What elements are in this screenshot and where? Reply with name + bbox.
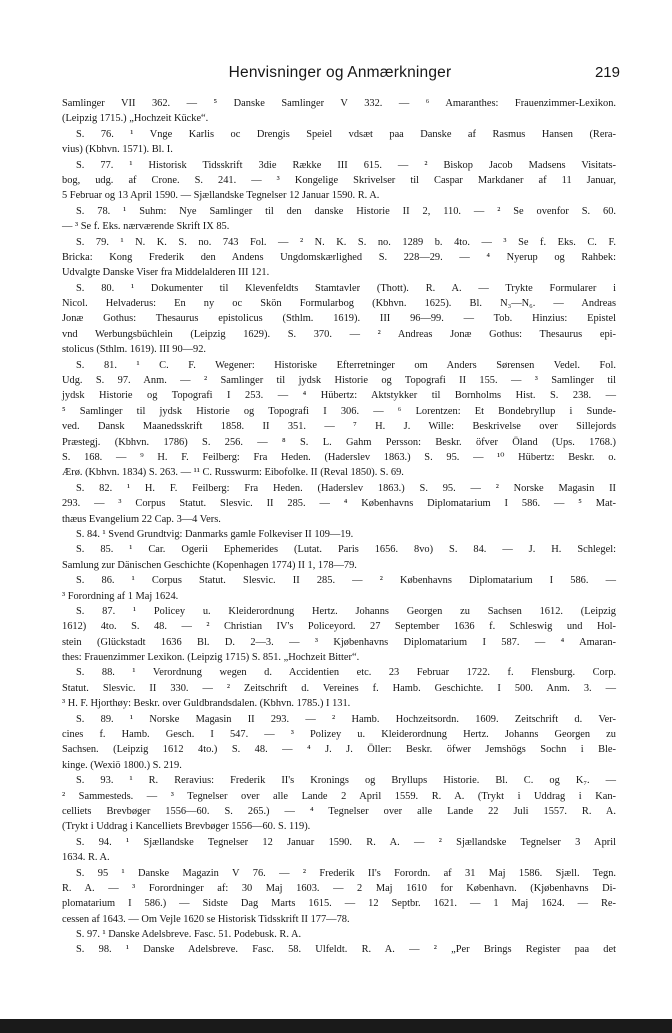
note-line: Jonæ Gothus: Thesaurus epistolicus (Sthlm. 1619). III 96—99. — Tob. Hinzius: Epistel [62,313,616,325]
notes-body [62,96,616,958]
note-line: S. 78. ¹ Suhm: Nye Samlinger til den danske Historie II 2, 110. — ² Se ovenfor S. 60. [76,205,616,217]
note-line: S. 93. ¹ R. Reravius: Frederik II's Kronings og Bryllups Historie. Bl. C. og K₇. — [76,775,616,787]
note-line: S. 76. ¹ Vnge Karlis oc Drengis Speiel vdsæt paa Danske af Rasmus Hansen (Rera- [76,128,616,140]
note-line: 1612) 4to. S. 48. — ² Christian IV's Policeyord. 27 September 1636 f. Schleswig und Hol- [62,621,616,633]
note-line: S. 168. — ⁹ H. F. Feilberg: Fra Heden. (Haderslev 1863.) S. 95. — ¹⁰ Hübertz: Beskr. o. [62,451,616,463]
note-line: Udg. S. 97. Anm. — ² Samlinger til jydsk Historie og Topografi II 155. — ³ Samlinger til [62,375,616,387]
note-line: S. 89. ¹ Norske Magasin II 293. — ² Hamb. Hochzeitsordn. 1609. Zeitschrift d. Ver- [76,713,616,725]
note-line: thæus Evangelium 22 Cap. 3—4 Vers. [62,513,221,525]
note-line: S. 82. ¹ H. F. Feilberg: Fra Heden. (Haderslev 1863.) S. 95. — ² Norske Magasin II [76,482,616,494]
note-line: Ærø. (Kbhvn. 1834) S. 263. — ¹¹ C. Russwurm: Eibofolke. II (Reval 1850). S. 69. [62,467,404,479]
note-line: S. 86. ¹ Corpus Statut. Slesvic. II 285. — ² Københavns Diplomatarium I 586. — [76,575,616,587]
note-line: bog, udg. af Crone. S. 241. — ³ Kongelige Skrivelser til Caspar Markdaner af 11 Januar, [62,174,616,186]
note-line: celliets Brevbøger 1556—60. S. 265.) — ⁴ Tegnelser over alle Lande 22 Juli 1557. R. A. [62,805,616,817]
note-line: R. A. — ³ Forordninger af: 30 Maj 1603. — 2 Maj 1610 for København. (Kjøbenhavns Di- [62,882,616,894]
note-line: S. 81. ¹ C. F. Wegener: Historiske Efterretninger om Anders Sørensen Vedel. Fol. [76,359,616,371]
note-line: — ³ Se f. Eks. nærværende Skrift IX 85. [62,221,230,233]
note-line: S. 87. ¹ Policey u. Kleiderordnung Hertz. Johanns Georgen zu Sachsen 1612. (Leipzig [76,605,616,617]
note-line: S. 80. ¹ Dokumenter til Klevenfeldts Stamtavler (Thott). R. A. — Trykte Formularer i [76,282,616,294]
note-line: 293. — ³ Corpus Statut. Slesvic. II 285. — ⁴ Københavns Diplomatarium I 586. — ⁵ Mat- [62,498,616,510]
note-line: ⁵ Samlinger til jydsk Historie og Topografi I 306. — ⁶ Lorentzen: Et Bondebryllup i Sunde- [62,405,616,417]
note-line: plomatarium I 586.) — Sidste Dag Marts 1615. — 12 Septbr. 1621. — 1 Maj 1624. — Re- [62,898,616,910]
note-line: stolicus (Sthlm. 1619). III 90—92. [62,344,207,356]
note-line: ² Sammesteds. — ³ Tegnelser over alle Lande 2 April 1559. R. A. (Trykt i Uddrag i Kan- [62,790,616,802]
note-line: S. 95 ¹ Danske Magazin V 76. — ² Frederik II's Forordn. af 31 Maj 1586. Sjæll. Tegn. [76,867,616,879]
note-line: ³ Forordning af 1 Maj 1624. [62,590,179,602]
note-line: Bricka: Kong Frederik den Andens Ungdomskærlighed S. 228—29. — ⁴ Nyerup og Rahbek: [62,251,616,263]
note-line: S. 77. ¹ Historisk Tidsskrift 3die Række III 615. — ² Biskop Jacob Madsens Visitats- [76,159,616,171]
note-line: Samlung zur Dänischen Geschichte (Kopenhagen 1774) II 1, 178—79. [62,559,357,571]
running-title: Henvisninger og Anmærkninger [228,64,452,81]
note-line: (Trykt i Uddrag i Kancelliets Brevbøger 1556—60. S. 119). [62,821,311,833]
note-line: S. 79. ¹ N. K. S. no. 743 Fol. — ² N. K. S. no. 1289 b. 4to. — ³ Se f. Eks. C. F. [76,236,616,248]
scan-edge-shadow [0,1019,672,1033]
note-line: 5 Februar og 13 April 1590. — Sjællandske Tegnelser 12 Januar 1590. R. A. [62,190,380,202]
note-line: S. 88. ¹ Verordnung wegen d. Accidentien etc. 23 Februar 1722. f. Flensburg. Corp. [76,667,616,679]
note-line: Statut. Slesvic. II 330. — ² Zeitschrift d. Vereines f. Hamb. Geschichte. I 500. Anm. 3. — [62,682,616,694]
note-line: thes: Frauenzimmer Lexikon. (Leipzig 1715) S. 851. „Hochzeit Bitter“. [62,652,360,664]
note-line: Præstegj. (Kbhvn. 1786) S. 256. — ⁸ S. L. Gahm Persson: Beskr. öfver Öland (Ups. 1768.) [62,436,616,448]
note-line: (Leipzig 1715.) „Hochzeit Kücke“. [62,113,209,125]
note-line: S. 98. ¹ Danske Adelsbreve. Fasc. 58. Ulfeldt. R. A. — ² „Per Brings Register paa det [76,944,616,956]
note-line: stein (Glückstadt 1636 Bl. D. 2—3. — ³ Kjøbenhavns Diplomatarium I 587. — ⁴ Amaran- [62,636,616,648]
note-line: 1634. R. A. [62,852,110,864]
note-line: ³ H. F. Hjorthøy: Beskr. over Guldbrandsdalen. (Kbhvn. 1785.) I 131. [62,698,351,710]
note-line: Samlinger VII 362. — ⁵ Danske Samlinger V 332. — ⁶ Amaranthes: Frauenzimmer-Lexikon. [62,98,616,109]
note-line: vnd Werbungsbüchlein (Leipzig 1629). S. 370. — ² Andreas Jonæ Gothus: Thesaurus epi- [62,328,616,340]
note-line: kinge. (Wexiö 1800.) S. 219. [62,759,182,771]
note-line: ved. Dansk Maanedsskrift 1858. II 351. — ⁷ H. J. Wille: Beskrivelse over Sillejords [62,421,616,433]
note-line: S. 94. ¹ Sjællandske Tegnelser 12 Januar 1590. R. A. — ² Sjællandske Tegnelser 3 April [76,836,616,848]
page-number: 219 [594,64,620,81]
note-line: cessen af 1643. — Om Vejle 1620 se Historisk Tidsskrift II 177—78. [62,913,350,925]
note-line: S. 85. ¹ Car. Ogerii Ephemerides (Lutat. Paris 1656. 8vo) S. 84. — J. H. Schlegel: [76,544,616,556]
note-line: Sachsen. (Leipzig 1612 4to.) S. 48. — ⁴ J. J. Öller: Beskr. öfwer Jemshögs Sochn i Ble- [62,744,616,756]
note-line: vius) (Kbhvn. 1571). Bl. I. [62,144,173,156]
note-line: Udvalgte Danske Viser fra Middelalderen III 121. [62,267,270,279]
note-line: cines f. Hamb. Gesch. I 547. — ³ Polizey u. Kleiderordnung Hertz. Johanns Georgen zu [62,729,616,741]
note-line: jydsk Historie og Topografi I 253. — ⁴ Hübertz: Aktstykker til Bornholms Hist. S. 238. — [62,390,616,402]
page-header [60,64,620,86]
note-line: S. 84. ¹ Svend Grundtvig: Danmarks gamle Folkeviser II 109—19. [76,528,354,540]
note-line: S. 97. ¹ Danske Adelsbreve. Fasc. 51. Podebusk. R. A. [76,929,302,941]
note-line: Nicol. Helvaderus: En ny oc Skön Formularbog (Kbhvn. 1625). Bl. N₃—N₆. — Andreas [62,298,616,310]
